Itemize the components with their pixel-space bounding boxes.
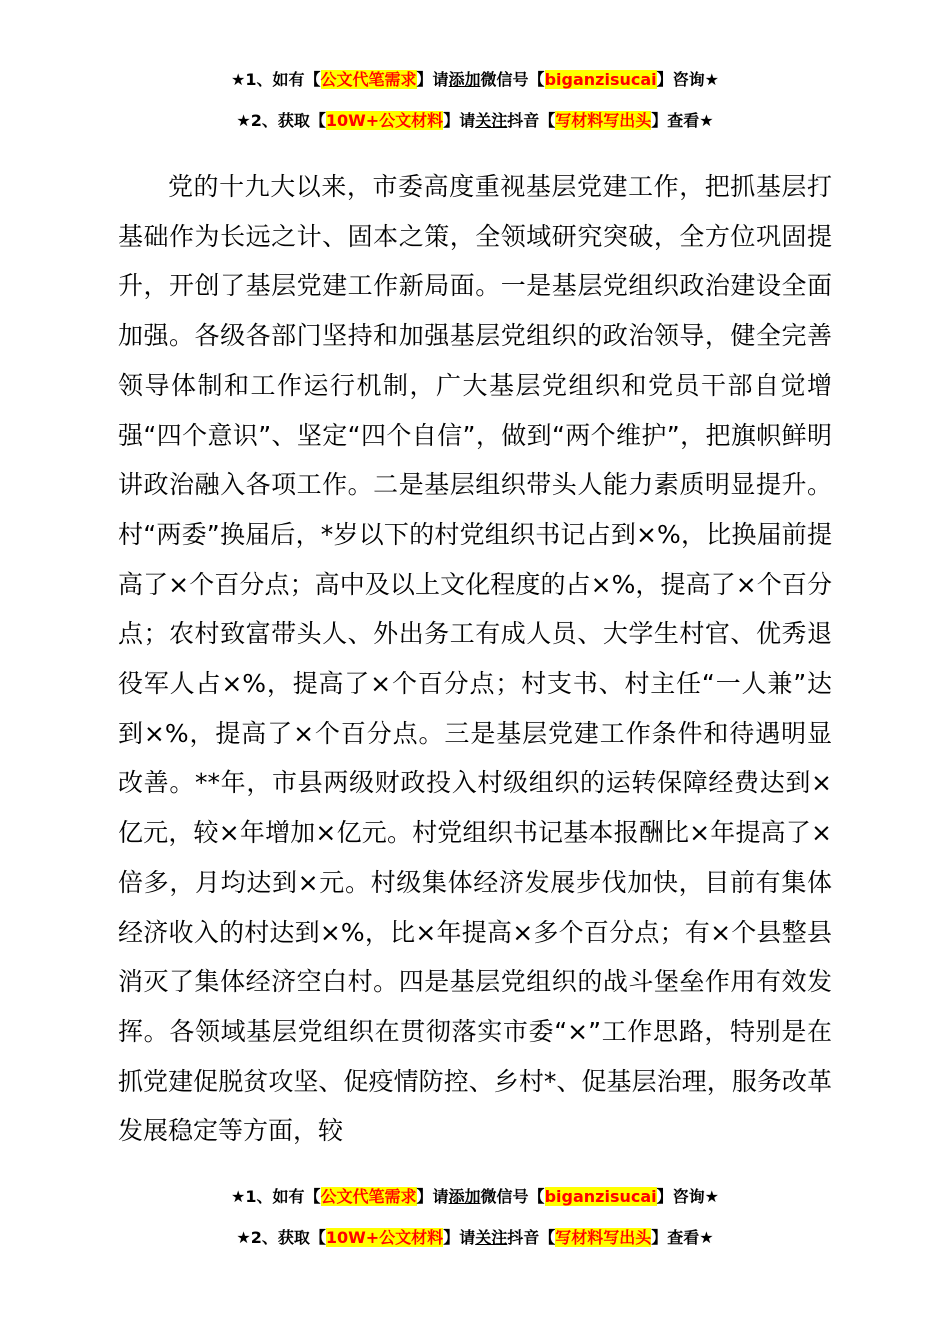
banner-text: 】请 bbox=[416, 1187, 449, 1206]
banner-highlight: 公文代笔需求 bbox=[320, 70, 417, 89]
banner-text: 】咨询★ bbox=[656, 70, 719, 89]
banner-text: ★1、如有【 bbox=[231, 70, 321, 89]
bottom-banner-line-1 bbox=[0, 1187, 950, 1207]
top-banner-line-2 bbox=[0, 111, 950, 131]
banner-highlight: 写材料写出头 bbox=[555, 111, 652, 130]
banner-text: 微信号【 bbox=[480, 70, 545, 89]
banner-highlight: 10W+公文材料 bbox=[325, 1228, 444, 1247]
bottom-banner-line-2 bbox=[0, 1228, 950, 1248]
banner-text: 抖音【 bbox=[507, 1228, 556, 1247]
banner-text: ★2、获取【 bbox=[236, 111, 326, 130]
top-banner-line-1 bbox=[0, 70, 950, 90]
banner-text: 】查看★ bbox=[651, 111, 714, 130]
banner-highlight: 写材料写出头 bbox=[555, 1228, 652, 1247]
banner-highlight: biganzisucai bbox=[544, 1187, 657, 1206]
banner-text: 】请 bbox=[443, 1228, 476, 1247]
banner-underlined-text: 关注 bbox=[475, 1228, 508, 1247]
banner-text: 微信号【 bbox=[480, 1187, 545, 1206]
body-paragraph: 党的十九大以来，市委高度重视基层党建工作，把抓基层打基础作为长远之计、固本之策，全领域研究突破，全方位巩固提升，开创了基层党建工作新局面。一是基层党组织政治建设全面加强。各级各部门坚持和加强基层党组织的政治领导，健全完善领导体制和工作运行机制，广大基层党组织和党员干部自觉增强“四个意识”、坚定“四个自信”，做到“两个维护”，把旗帜鲜明讲政治融入各项工作。二是基层组织带头人能力素质明显提升。村“两委”换届后，*岁以下的村党组织书记占到×%，比换届前提高了×个百分点；高中及以上文化程度的占×%，提高了×个百分点；农村致富带头人、外出务工有成人员、大学生村官、优秀退役军人占×%，提高了×个百分点；村支书、村主任“一人兼”达到×%，提高了×个百分点。三是基层党建工作条件和待遇明显改善。**年，市县两级财政投入村级组织的运转保障经费达到×亿元，较×年增加×亿元。村党组织书记基本报酬比×年提高了×倍多，月均达到×元。村级集体经济发展步伐加快，目前有集体经济收入的村达到×%，比×年提高×多个百分点；有×个县整县消灭了集体经济空白村。四是基层党组织的战斗堡垒作用有效发挥。各领域基层党组织在贯彻落实市委“×”工作思路，特别是在抓党建促脱贫攻坚、促疫情防控、乡村*、促基层治理，服务改革发展稳定等方面，较 bbox=[118, 172, 832, 1146]
banner-highlight: biganzisucai bbox=[544, 70, 657, 89]
banner-text: 抖音【 bbox=[507, 111, 556, 130]
banner-text: 】请 bbox=[443, 111, 476, 130]
banner-underlined-text: 添加 bbox=[448, 70, 481, 89]
banner-text: 】请 bbox=[416, 70, 449, 89]
banner-highlight: 10W+公文材料 bbox=[325, 111, 444, 130]
banner-underlined-text: 添加 bbox=[448, 1187, 481, 1206]
banner-text: 】咨询★ bbox=[656, 1187, 719, 1206]
banner-highlight: 公文代笔需求 bbox=[320, 1187, 417, 1206]
banner-text: 】查看★ bbox=[651, 1228, 714, 1247]
banner-text: ★2、获取【 bbox=[236, 1228, 326, 1247]
banner-text: ★1、如有【 bbox=[231, 1187, 321, 1206]
banner-underlined-text: 关注 bbox=[475, 111, 508, 130]
